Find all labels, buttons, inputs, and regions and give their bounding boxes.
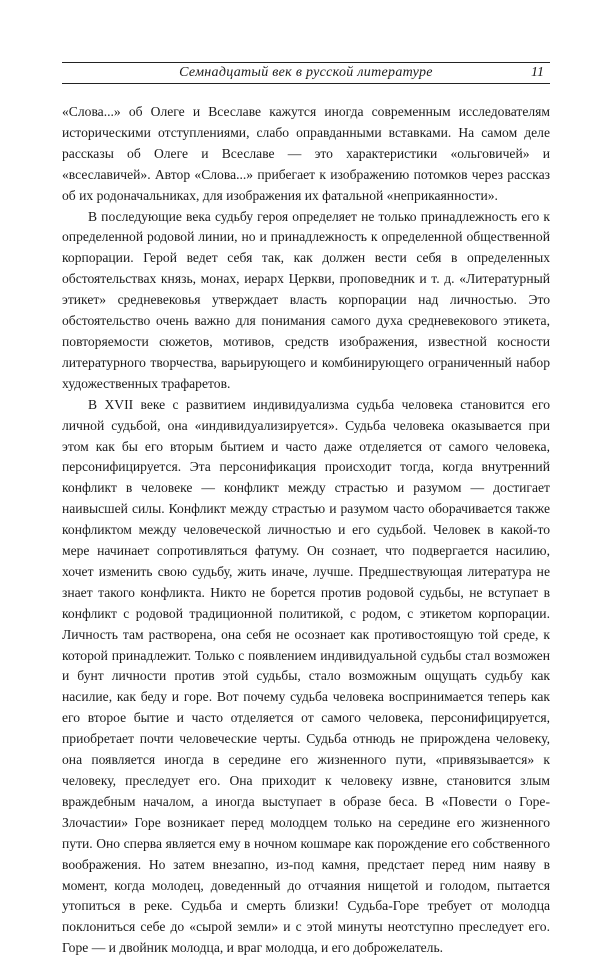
paragraph-1: «Слова...» об Олеге и Всеславе кажутся иногда современным исследователям историческими отступлениями, слабо оправданными вставками. На самом деле рассказы об Олеге и Всеславе — это характеристики «ольговичей» и «всеславичей». Автор «Слова...» прибегает к изображению потомков через рассказ об их родоначальниках, для изображения их фатальной «неприкаянности».	[62, 104, 550, 203]
page-number: 11	[531, 65, 544, 80]
running-head	[62, 62, 550, 84]
body-text	[62, 102, 550, 959]
paragraph-3: В XVII веке с развитием индивидуализма судьба человека становится его личной судьбой, она «индивидуализируется». Судьба человека оказывается при этом как бы его вторым бытием и часто даже отделяется от самого человека, персонифицируется. Эта персонификация происходит тогда, когда внутренний конфликт в человеке — конфликт между страстью и разумом — достигает наивысшей силы. Конфликт между страстью и разумом часто оборачивается также конфликтом между человеческой личностью и его судьбой. Человек в какой-то мере начинает сопротивляться фатуму. Он сознает, что подвергается насилию, хочет изменить свою судьбу, жить иначе, лучше. Предшествующая литература не знает такого конфликта. Никто не борется против родовой судьбы, не вступает в конфликт с родовой традиционной политикой, с родом, с этикетом корпорации. Личность там растворена, она себя не осознает как противостоящую той среде, к которой принадлежит. Только с появлением индивидуальной судьбы стал возможен и бунт личности против этой судьбы, стало возможным ощущать судьбу как насилие, как беду и горе. Вот почему судьба человека воспринимается теперь как его второе бытие и часто отделяется от самого человека, персонифицируется, приобретает почти человеческие черты. Судьба отнюдь не прирождена человеку, она появляется иногда в середине его жизненного пути, «привязывается» к человеку, преследует его. Она приходит к человеку извне, становится злым враждебным началом, а иногда выступает в образе беса. В «Повести о Горе-Злочастии» Горе возникает перед молодцем только на середине его жизненного пути. Оно сперва является ему в ночном кошмаре как порождение его собственного воображения. Но затем внезапно, из-под камня, предстает перед ним наяву в момент, когда молодец, доведенный до отчаяния нищетой и голодом, пытается утопиться в реке. Судьба и смерть близки! Судьба-Горе требует от молодца поклониться себе до «сырой земли» и с этой минуты неотступно преследует его. Горе — и двойник молодца, и враг молодца, и его доброжелатель.	[62, 396, 550, 956]
running-head-title: Семнадцатый век в русской литературе	[179, 65, 433, 80]
paragraph-2: В последующие века судьбу героя определяет не только принадлежность его к определенной родовой линии, но и принадлежность к определенной общественной корпорации. Герой ведет себя так, как должен вести себя в определенных обстоятельствах князь, монах, иерарх Церкви, проповедник и т. д. «Литературный этикет» средневековья утверждает власть корпорации над личностью. Это обстоятельство очень важно для понимания самого духа средневекового этикета, повторяемости сюжетов, мотивов, средств изображения, известной косности литературного творчества, варьирующего и комбинирующего ограниченный набор художественных трафаретов.	[62, 208, 550, 391]
